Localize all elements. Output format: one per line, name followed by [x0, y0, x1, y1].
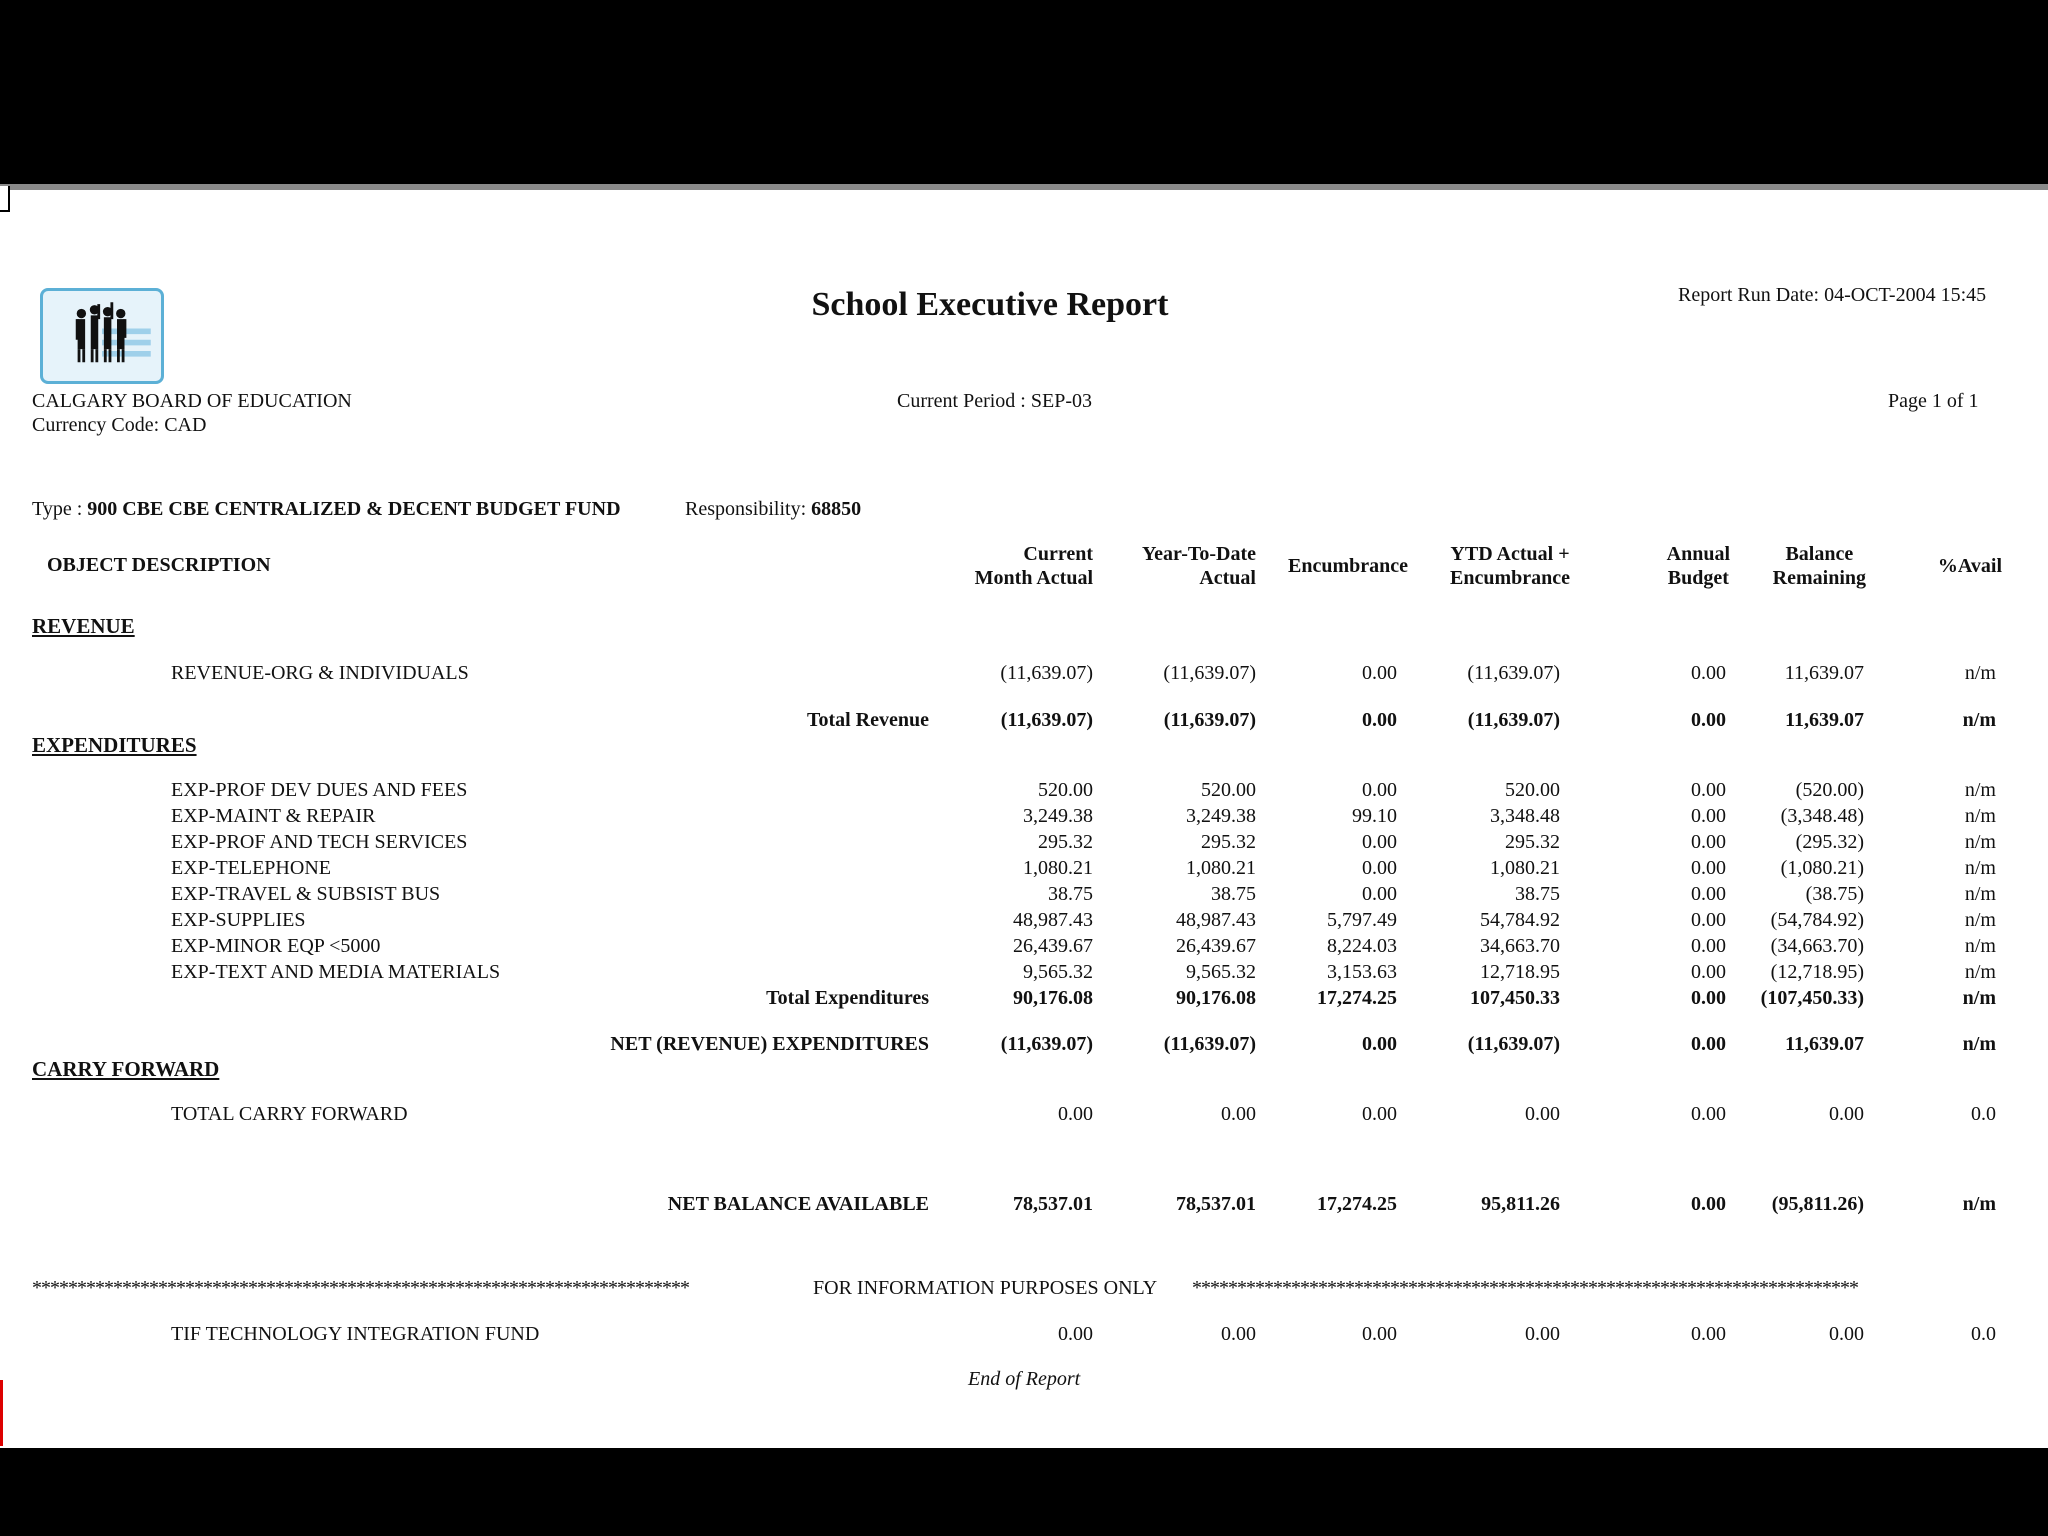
header-ytd-enc-line1: YTD Actual + [1450, 543, 1570, 565]
cell-enc: 5,797.49 [1327, 909, 1397, 931]
cell-cm: 9,565.32 [1023, 961, 1093, 983]
cell-bud: 0.00 [1691, 662, 1726, 684]
header-encumbrance: Encumbrance [1288, 555, 1408, 577]
cell-bal: 0.00 [1829, 1103, 1864, 1125]
cell-avail: n/m [1964, 935, 1996, 957]
row-label: TOTAL CARRY FORWARD [171, 1103, 408, 1125]
cell-ytd: (11,639.07) [1163, 662, 1256, 684]
cell-ytd: 0.00 [1221, 1323, 1256, 1345]
cell-ytd: 1,080.21 [1186, 857, 1256, 879]
bottom-black-bar [0, 1448, 2048, 1536]
cell-cm: 90,176.08 [1013, 987, 1093, 1009]
cell-avail: n/m [1962, 709, 1996, 731]
cell-ytd: 38.75 [1211, 883, 1256, 905]
section-revenue: REVENUE [32, 614, 135, 638]
cell-ytde: 54,784.92 [1480, 909, 1560, 931]
fund-type [32, 498, 621, 521]
cell-ytd: (11,639.07) [1163, 709, 1256, 731]
fund-type-label: Type : [32, 498, 88, 520]
cell-bud: 0.00 [1691, 1033, 1726, 1055]
cell-enc: 8,224.03 [1327, 935, 1397, 957]
cell-bal: (295.32) [1795, 831, 1864, 853]
row-label: EXP-TEXT AND MEDIA MATERIALS [171, 961, 501, 983]
cell-avail: 0.0 [1971, 1323, 1996, 1345]
organization-name: CALGARY BOARD OF EDUCATION [32, 390, 352, 412]
cell-ytde: (11,639.07) [1467, 1033, 1560, 1055]
cell-ytde: 3,348.48 [1490, 805, 1560, 827]
cell-ytde: 295.32 [1505, 831, 1560, 853]
cell-avail: n/m [1964, 662, 1996, 684]
cell-ytde: 38.75 [1515, 883, 1560, 905]
cell-ytd: 26,439.67 [1176, 935, 1256, 957]
top-black-bar [0, 0, 2048, 184]
cell-avail: n/m [1964, 909, 1996, 931]
cell-bal: (520.00) [1795, 779, 1864, 801]
cell-enc: 17,274.25 [1317, 1193, 1397, 1215]
cell-ytde: 34,663.70 [1480, 935, 1560, 957]
cell-bud: 0.00 [1691, 779, 1726, 801]
cell-enc: 3,153.63 [1327, 961, 1397, 983]
cell-ytd: 48,987.43 [1176, 909, 1256, 931]
cell-ytde: (11,639.07) [1467, 709, 1560, 731]
cell-bal: 11,639.07 [1784, 662, 1864, 684]
header-balance-line1: Balance [1785, 543, 1854, 565]
cell-ytde: 0.00 [1525, 1323, 1560, 1345]
cell-bud: 0.00 [1691, 961, 1726, 983]
row-label: EXP-TELEPHONE [171, 857, 331, 879]
cell-avail: n/m [1964, 883, 1996, 905]
cell-ytde: (11,639.07) [1467, 662, 1560, 684]
cell-bal: (1,080.21) [1780, 857, 1864, 879]
cell-bud: 0.00 [1691, 935, 1726, 957]
header-balance-remaining [1773, 542, 1866, 590]
cell-cm: 38.75 [1048, 883, 1093, 905]
cell-ytde: 520.00 [1505, 779, 1560, 801]
cell-enc: 0.00 [1362, 1103, 1397, 1125]
cell-ytd: 0.00 [1221, 1103, 1256, 1125]
header-current-month [975, 542, 1093, 590]
cell-avail: n/m [1964, 857, 1996, 879]
cell-ytd: 90,176.08 [1176, 987, 1256, 1009]
cell-cm: 0.00 [1058, 1323, 1093, 1345]
header-avail: %Avail [1937, 555, 2002, 577]
cell-cm: (11,639.07) [1000, 1033, 1093, 1055]
info-label: FOR INFORMATION PURPOSES ONLY [813, 1277, 1158, 1299]
cell-enc: 0.00 [1362, 883, 1397, 905]
cell-cm: 48,987.43 [1013, 909, 1093, 931]
header-ytd-enc-line2: Encumbrance [1450, 567, 1570, 589]
cell-bal: 11,639.07 [1785, 1033, 1864, 1055]
responsibility-label: Responsibility: [685, 498, 812, 520]
cell-bal: (54,784.92) [1770, 909, 1864, 931]
total-row-label: Total Expenditures [766, 987, 929, 1009]
cell-enc: 0.00 [1362, 779, 1397, 801]
total-row-label: Total Revenue [806, 709, 929, 731]
cell-avail: n/m [1964, 961, 1996, 983]
cell-enc: 17,274.25 [1317, 987, 1397, 1009]
cell-avail: n/m [1962, 1193, 1996, 1215]
header-ytd-line2: Actual [1199, 567, 1256, 589]
cell-enc: 0.00 [1362, 857, 1397, 879]
responsibility [685, 498, 861, 521]
cell-ytde: 12,718.95 [1480, 961, 1560, 983]
cell-bud: 0.00 [1691, 909, 1726, 931]
cell-bal: (38.75) [1805, 883, 1864, 905]
cell-ytde: 95,811.26 [1481, 1193, 1560, 1215]
corner-mark [0, 186, 10, 212]
cell-cm: 26,439.67 [1013, 935, 1093, 957]
cell-bud: 0.00 [1691, 883, 1726, 905]
cell-bud: 0.00 [1691, 1103, 1726, 1125]
cell-enc: 0.00 [1362, 831, 1397, 853]
cell-cm: (11,639.07) [1000, 662, 1093, 684]
cell-ytd: 78,537.01 [1176, 1193, 1256, 1215]
cell-enc: 0.00 [1362, 1323, 1397, 1345]
row-label: EXP-PROF AND TECH SERVICES [171, 831, 468, 853]
row-label: TIF TECHNOLOGY INTEGRATION FUND [171, 1323, 540, 1345]
row-label: EXP-SUPPLIES [171, 909, 306, 931]
total-row-label: NET BALANCE AVAILABLE [667, 1193, 929, 1215]
cell-bal: (107,450.33) [1760, 987, 1864, 1009]
cell-cm: (11,639.07) [1000, 709, 1093, 731]
cell-bud: 0.00 [1691, 857, 1726, 879]
header-annual-line1: Annual [1666, 543, 1730, 565]
section-carry-forward: CARRY FORWARD [32, 1057, 220, 1081]
total-row-label: NET (REVENUE) EXPENDITURES [610, 1033, 929, 1055]
header-annual-budget [1667, 542, 1730, 590]
cell-cm: 78,537.01 [1013, 1193, 1093, 1215]
cell-bal: (3,348.48) [1780, 805, 1864, 827]
cell-enc: 99.10 [1352, 805, 1397, 827]
cell-ytd: 520.00 [1201, 779, 1256, 801]
cell-bud: 0.00 [1691, 987, 1726, 1009]
cell-ytd: 9,565.32 [1186, 961, 1256, 983]
cell-bal: 11,639.07 [1785, 709, 1864, 731]
header-current-month-line2: Month Actual [974, 567, 1093, 589]
page-number: Page 1 of 1 [1888, 390, 1979, 412]
cell-avail: n/m [1964, 779, 1996, 801]
cell-avail: n/m [1964, 805, 1996, 827]
current-period: Current Period : SEP-03 [897, 390, 1092, 412]
cell-avail: n/m [1964, 831, 1996, 853]
cell-cm: 520.00 [1038, 779, 1093, 801]
cell-cm: 0.00 [1058, 1103, 1093, 1125]
cell-bud: 0.00 [1691, 831, 1726, 853]
header-object-description: OBJECT DESCRIPTION [47, 554, 271, 576]
cell-enc: 0.00 [1362, 1033, 1397, 1055]
cell-cm: 3,249.38 [1023, 805, 1093, 827]
cell-ytd: 295.32 [1201, 831, 1256, 853]
section-expenditures: EXPENDITURES [32, 733, 197, 757]
currency-code: Currency Code: CAD [32, 414, 207, 436]
fund-type-value: 900 CBE CBE CENTRALIZED & DECENT BUDGET FUND [87, 498, 621, 520]
header-balance-line2: Remaining [1772, 567, 1866, 589]
cell-bud: 0.00 [1691, 805, 1726, 827]
cell-avail: n/m [1962, 1033, 1996, 1055]
header-ytd-line1: Year-To-Date [1141, 543, 1256, 565]
header-current-month-line1: Current [1023, 543, 1093, 565]
row-label: EXP-TRAVEL & SUBSIST BUS [171, 883, 441, 905]
info-stars-left: ************************************************************************* [32, 1277, 689, 1299]
end-of-report: End of Report [968, 1368, 1081, 1390]
info-stars-right: ************************************************************************** [1192, 1277, 1858, 1299]
cell-enc: 0.00 [1362, 662, 1397, 684]
cell-ytd: (11,639.07) [1163, 1033, 1256, 1055]
header-annual-line2: Budget [1667, 567, 1729, 589]
report-title: School Executive Report [811, 286, 1169, 323]
cell-avail: n/m [1962, 987, 1996, 1009]
cell-cm: 295.32 [1038, 831, 1093, 853]
cell-ytde: 1,080.21 [1490, 857, 1560, 879]
cell-bud: 0.00 [1691, 1323, 1726, 1345]
red-edge-mark [0, 1380, 3, 1446]
cell-ytde: 107,450.33 [1470, 987, 1560, 1009]
cell-bud: 0.00 [1691, 1193, 1726, 1215]
cell-cm: 1,080.21 [1023, 857, 1093, 879]
header-ytd-encumbrance [1450, 542, 1570, 590]
row-label: EXP-PROF DEV DUES AND FEES [171, 779, 468, 801]
cell-avail: 0.0 [1971, 1103, 1996, 1125]
cell-ytde: 0.00 [1525, 1103, 1560, 1125]
cell-bal: (12,718.95) [1770, 961, 1864, 983]
row-label: EXP-MAINT & REPAIR [171, 805, 376, 827]
cell-bal: 0.00 [1829, 1323, 1864, 1345]
row-label: REVENUE-ORG & INDIVIDUALS [171, 662, 469, 684]
cell-bal: (95,811.26) [1771, 1193, 1864, 1215]
cell-enc: 0.00 [1362, 709, 1397, 731]
report-page [0, 190, 2048, 1448]
cell-bal: (34,663.70) [1770, 935, 1864, 957]
cell-ytd: 3,249.38 [1186, 805, 1256, 827]
cell-bud: 0.00 [1691, 709, 1726, 731]
header-ytd-actual [1142, 542, 1256, 590]
run-date: Report Run Date: 04-OCT-2004 15:45 [1678, 284, 1987, 306]
row-label: EXP-MINOR EQP <5000 [171, 935, 381, 957]
responsibility-value: 68850 [811, 498, 862, 520]
